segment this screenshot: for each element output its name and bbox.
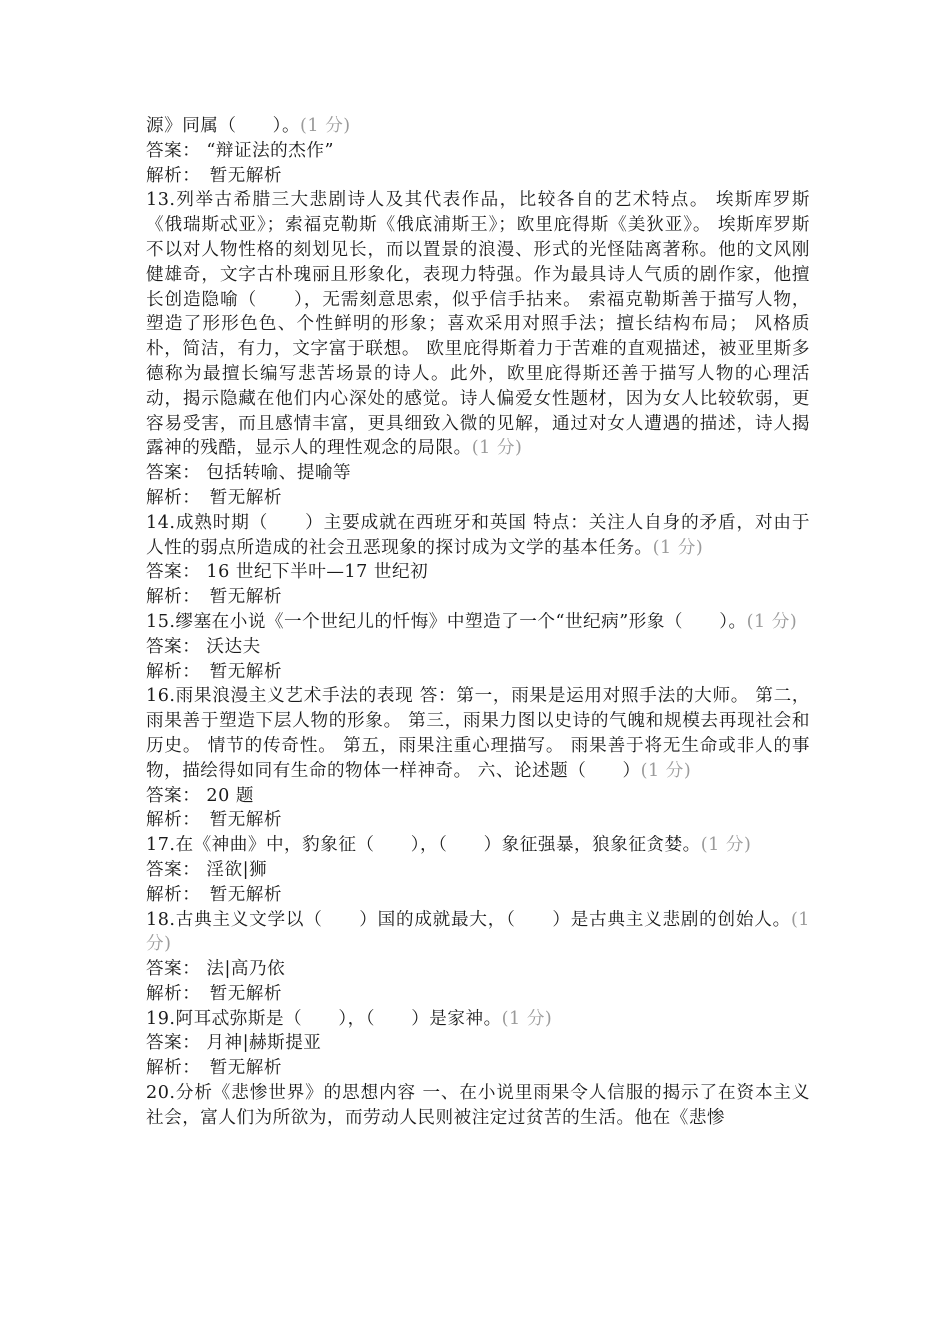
question-body: 源》同属（ ）。 bbox=[146, 116, 301, 136]
analysis-row bbox=[146, 660, 810, 685]
answer-label: 答案： bbox=[146, 859, 201, 880]
question-text bbox=[146, 188, 810, 461]
question-body: 17.在《神曲》中，豹象征（ ），（ ）象征强暴，狼象征贪婪。 bbox=[146, 835, 701, 856]
analysis-label: 解析： bbox=[146, 810, 192, 831]
answer-label: 答案： bbox=[146, 959, 201, 980]
analysis-row bbox=[146, 808, 810, 833]
answer-label: 答案： bbox=[146, 463, 201, 484]
question-text bbox=[146, 1007, 810, 1032]
answer-row bbox=[146, 784, 810, 809]
question-body: 15.缪塞在小说《一个世纪儿的忏悔》中塑造了一个“世纪病”形象（ ）。 bbox=[146, 611, 747, 632]
score-label: (1 分) bbox=[652, 537, 704, 558]
question-text bbox=[146, 908, 810, 958]
analysis-row bbox=[146, 1056, 810, 1081]
question-body: 14.成熟时期（ ）主要成就在西班牙和英国 特点：关注人自身的矛盾，对由于人性的弱点所造成的社会丑恶现象的探讨成为文学的基本任务。 bbox=[146, 512, 810, 558]
score-label: (1 分) bbox=[146, 909, 810, 955]
analysis-text: 暂无解析 bbox=[209, 810, 282, 831]
answer-text: 20 题 bbox=[206, 785, 254, 806]
question-text bbox=[146, 511, 810, 561]
analysis-label: 解析： bbox=[146, 587, 192, 608]
score-label: (1 分) bbox=[746, 611, 798, 632]
answer-text: 沃达夫 bbox=[206, 636, 261, 657]
question-body: 19.阿耳忒弥斯是（ ），（ ）是家神。 bbox=[146, 1008, 502, 1029]
analysis-row bbox=[146, 883, 810, 908]
score-label: (1 分) bbox=[471, 438, 523, 459]
answer-row bbox=[146, 957, 810, 982]
analysis-label: 解析： bbox=[146, 165, 192, 186]
question-body: 20.分析《悲惨世界》的思想内容 一、在小说里雨果令人信服的揭示了在资本主义社会，富人们为所欲为，而劳动人民则被注定过贫苦的生活。他在《悲惨 bbox=[146, 1083, 810, 1128]
answer-label: 答案： bbox=[146, 785, 201, 806]
answer-text: 包括转喻、提喻等 bbox=[206, 463, 352, 484]
score-label: (1 分) bbox=[640, 760, 692, 781]
analysis-text: 暂无解析 bbox=[209, 487, 282, 508]
analysis-text: 暂无解析 bbox=[209, 661, 282, 682]
answer-label: 答案： bbox=[146, 1033, 201, 1054]
document-page bbox=[146, 114, 810, 1131]
answer-label: 答案： bbox=[146, 562, 201, 583]
score-label: (1 分) bbox=[501, 1008, 553, 1029]
answer-row bbox=[146, 1031, 810, 1056]
analysis-row bbox=[146, 982, 810, 1007]
analysis-text: 暂无解析 bbox=[209, 1058, 282, 1079]
analysis-text: 暂无解析 bbox=[209, 884, 282, 905]
question-text bbox=[146, 114, 810, 139]
analysis-text: 暂无解析 bbox=[209, 165, 282, 186]
answer-label: 答案： bbox=[146, 636, 201, 657]
answer-label: 答案： bbox=[146, 140, 201, 161]
analysis-row bbox=[146, 585, 810, 610]
analysis-text: 暂无解析 bbox=[209, 983, 282, 1004]
analysis-label: 解析： bbox=[146, 983, 192, 1004]
question-body: 13.列举古希腊三大悲剧诗人及其代表作品，比较各自的艺术特点。 埃斯库罗斯《俄瑞斯忒亚》；索福克勒斯《俄底浦斯王》；欧里庇得斯《美狄亚》。 埃斯库罗斯不以对人物性格的刻划见长，而以置景的浪漫、形式的光怪陆离著称。他的文风刚健雄奇，文字古朴瑰丽且形象化，表现力特强。作为最具诗人气质的剧作家，他擅长创造隐喻（ ），无需刻意思索，似乎信手拈来。 索福克勒斯善于描写人物，塑造了形形色色、个性鲜明的形象；喜欢采用对照手法；擅长结构布局； 风格质朴，简洁，有力，文字富于联想。 欧里庇得斯着力于苦难的直观描述，被亚里斯多德称为最擅长编写悲苦场景的诗人。此外，欧里庇得斯还善于描写人物的心理活动，揭示隐藏在他们内心深处的感觉。诗人偏爱女性题材，因为女人比较软弱，更容易受害，而且感情丰富，更具细致入微的见解，通过对女人遭遇的描述，诗人揭露神的残酷，显示人的理性观念的局限。 bbox=[146, 190, 810, 459]
analysis-text: 暂无解析 bbox=[209, 587, 282, 608]
analysis-label: 解析： bbox=[146, 661, 192, 682]
question-text bbox=[146, 1081, 810, 1131]
question-text bbox=[146, 610, 810, 635]
answer-row bbox=[146, 139, 810, 164]
answer-text: “辩证法的杰作” bbox=[206, 140, 334, 161]
question-body: 18.古典主义文学以（ ）国的成就最大，（ ）是古典主义悲剧的创始人。 bbox=[146, 909, 791, 930]
answer-text: 月神|赫斯提亚 bbox=[206, 1033, 322, 1054]
analysis-label: 解析： bbox=[146, 1058, 192, 1079]
question-text bbox=[146, 833, 810, 858]
score-label: (1 分) bbox=[300, 116, 351, 136]
answer-row bbox=[146, 858, 810, 883]
answer-row bbox=[146, 560, 810, 585]
answer-row bbox=[146, 635, 810, 660]
score-label: (1 分) bbox=[700, 835, 752, 856]
answer-text: 淫欲|狮 bbox=[206, 859, 268, 880]
analysis-label: 解析： bbox=[146, 884, 192, 905]
question-body: 16.雨果浪漫主义艺术手法的表现 答：第一，雨果是运用对照手法的大师。 第二，雨果善于塑造下层人物的形象。 第三，雨果力图以史诗的气魄和规模去再现社会和历史。 情节的传奇性。 第五，雨果注重心理描写。 雨果善于将无生命或非人的事物，描绘得如同有生命的物体一样神奇。 六、论述题（ ） bbox=[146, 686, 810, 781]
analysis-row bbox=[146, 164, 810, 189]
analysis-row bbox=[146, 486, 810, 511]
question-text bbox=[146, 684, 810, 783]
analysis-label: 解析： bbox=[146, 487, 192, 508]
answer-row bbox=[146, 461, 810, 486]
answer-text: 法|高乃依 bbox=[206, 959, 286, 980]
answer-text: 16 世纪下半叶—17 世纪初 bbox=[206, 562, 429, 583]
